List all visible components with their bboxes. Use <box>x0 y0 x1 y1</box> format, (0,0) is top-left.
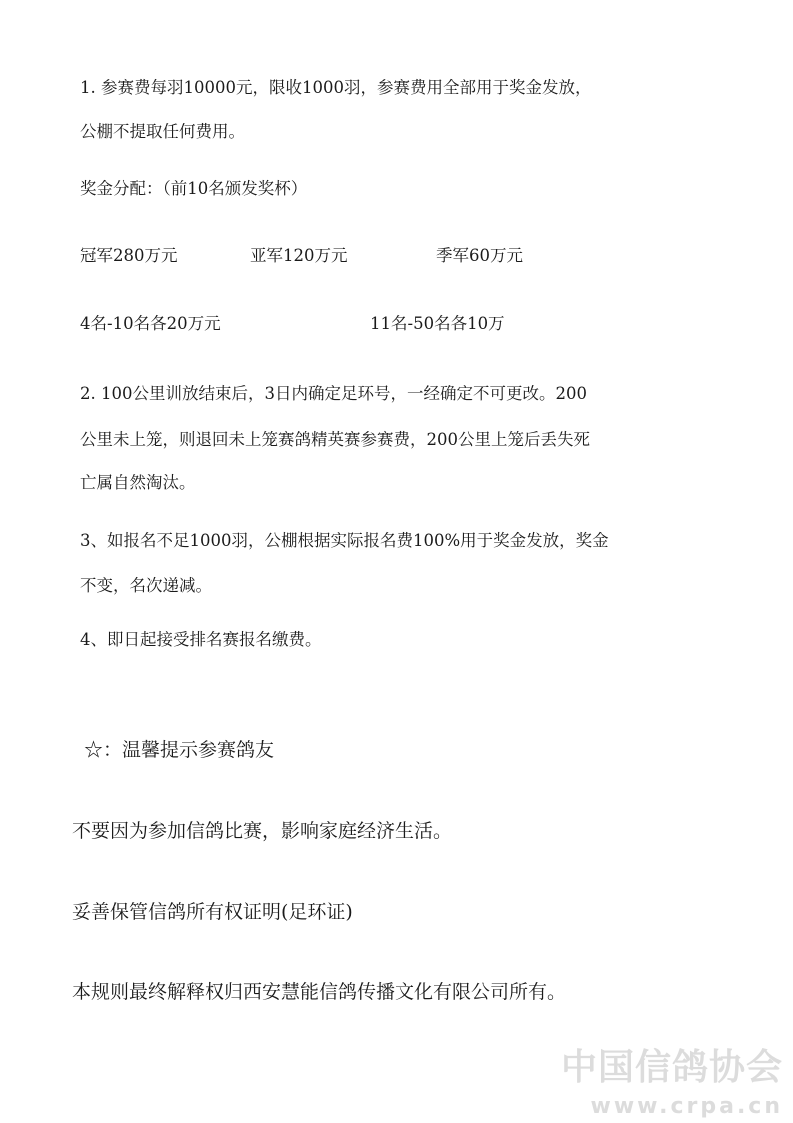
tips-heading: ☆：温馨提示参赛鸽友 <box>84 739 275 761</box>
rule-2-line-1: 2. 100公里训放结束后，3日内确定足环号，一经确定不可更改。200 <box>80 384 587 403</box>
rule-4: 4、即日起接受排名赛报名缴费。 <box>80 630 322 649</box>
prize-heading: 奖金分配：（前10名颁发奖杯） <box>80 179 308 198</box>
rule-2-line-3: 亡属自然淘汰。 <box>80 473 196 492</box>
tip-line-1: 不要因为参加信鸽比赛，影响家庭经济生活。 <box>72 820 453 842</box>
rule-1-line-1: 1. 参赛费每羽10000元，限收1000羽，参赛费用全部用于奖金发放， <box>80 78 592 97</box>
prize-third: 季军60万元 <box>436 246 523 265</box>
watermark-logo-text: 中国信鸽协会 <box>560 1047 783 1088</box>
tip-line-3: 本规则最终解释权归西安慧能信鸽传播文化有限公司所有。 <box>72 981 567 1003</box>
rule-3-line-1: 3、如报名不足1000羽，公棚根据实际报名费100%用于奖金发放，奖金 <box>80 531 609 550</box>
prize-runner-up: 亚军120万元 <box>250 246 348 265</box>
prize-rank-11-50: 11名-50名各10万 <box>370 314 505 333</box>
rule-2-line-2: 公里未上笼，则退回未上笼赛鸽精英赛参赛费，200公里上笼后丢失死 <box>80 430 590 449</box>
prize-champion: 冠军280万元 <box>80 246 178 265</box>
rule-1-line-2: 公棚不提取任何费用。 <box>80 122 245 141</box>
tip-line-2: 妥善保管信鸽所有权证明(足环证) <box>72 901 353 923</box>
prize-rank-4-10: 4名-10名各20万元 <box>80 314 221 333</box>
rule-3-line-2: 不变，名次递减。 <box>80 576 212 595</box>
watermark-url: www.crpa.cn <box>590 1094 783 1119</box>
